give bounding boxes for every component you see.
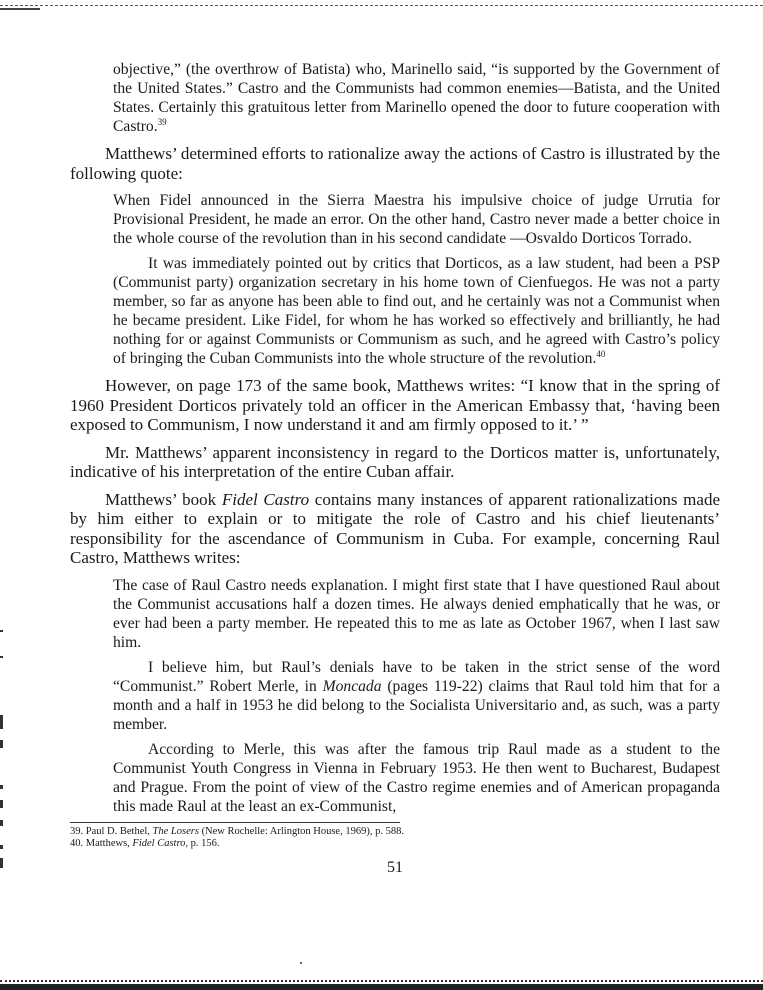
margin-mark: [0, 845, 3, 849]
margin-mark: [0, 800, 3, 808]
block-quote-urrutia: When Fidel announced in the Sierra Maestra his impulsive choice of judge Urrutia for Provisional President, he made an error. On the other hand, Castro never made a better choice in the whole course of the revolution than in his second candidate —Osvaldo Dorticos Torrado.: [113, 192, 720, 247]
block-quote-marinello: [113, 60, 720, 136]
margin-mark: [0, 630, 3, 632]
page-body: [70, 60, 720, 877]
margin-mark: [0, 656, 3, 658]
footnote-rule: [70, 822, 400, 823]
paragraph-rationalize: Matthews’ determined efforts to rationalize away the actions of Castro is illustrated by the following quote:: [70, 144, 720, 183]
footnote-40: [70, 838, 720, 850]
book-title: Fidel Castro: [221, 489, 310, 509]
paragraph-inconsistency: Mr. Matthews’ apparent inconsistency in regard to the Dorticos matter is, unfortunately, indicative of his interpretation of the entire Cuban affair.: [70, 442, 720, 481]
text-run: (pages 119-22) claims that Raul told him that for a month and a half in 1953 he did belong to the Socialista Universitario and, as such, was a party member.: [113, 677, 720, 733]
text-run: Matthews’ book: [105, 489, 222, 509]
block-quote-merle: [113, 658, 720, 734]
footnote-text: (New Rochelle: Arlington House, 1969), p. 588.: [198, 825, 404, 837]
text-run: I believe him, but Raul’s denials have to be taken in the strict sense of the word “Communist.” Robert Merle, in: [113, 658, 720, 695]
footnote-text: p. 156.: [188, 837, 220, 849]
block-quote-vienna: According to Merle, this was after the famous trip Raul made as a student to the Communist Youth Congress in Vienna in February 1953. He then went to Bucharest, Budapest and Prague. From the point of view of the Castro regime enemies and of American propaganda this made Raul at the least an ex-Communist,: [113, 740, 720, 815]
quote-text: It was immediately pointed out by critics that Dorticos, as a law student, had been a PSP (Communist party) organization secretary in his home town of Cienfuegos. He was not a party member, so far as anyone has been able to find out, and he certainly was not a Communist when he became president. Like Fidel, for whom he has worked so effectively and brilliantly, he had nothing for or against Communists or Communism as such, and he agreed with Castro’s policy of bringing the Cuban Communists into the whole structure of the revolution.: [113, 255, 720, 367]
page-number: 51: [387, 858, 403, 876]
block-quote-raul: The case of Raul Castro needs explanation. I might first state that I have questioned Raul about the Communist accusations half a dozen times. He always denied emphatically that he was, or ever had been a party member. He repeated this to me as late as October 1967, when I last saw him.: [113, 576, 720, 651]
margin-mark: [0, 785, 3, 789]
text-run: contains many instances of apparent rationalizations made by him either to explain or to mitigate the role of Castro and his chief lieutenants’ responsibility for the ascendance of Communism in Cuba. For example, concerning Raul Castro, Matthews writes:: [70, 489, 721, 567]
margin-mark: [0, 715, 3, 729]
paragraph-book: [70, 490, 720, 568]
quote-text: objective,” (the overthrow of Batista) who, Marinello said, “is supported by the Government of the United States.” Castro and the Communists had common enemies—Batista, and the United States. Certainly this gratuitous letter from Marinello opened the door to future cooperation with Castro.: [113, 61, 720, 135]
footnote-39: [70, 826, 720, 838]
bottom-border: [0, 980, 763, 982]
paragraph-page173: However, on page 173 of the same book, Matthews writes: “I know that in the spring of 1960 President Dorticos privately told an officer in the American Embassy that, ‘having been exposed to Communism, I now understand it and am firmly opposed to it.’ ”: [70, 376, 720, 434]
block-quote-dorticos: [113, 254, 720, 368]
footnote-ref: 40: [596, 349, 606, 359]
footnote-title: The Losers: [152, 825, 199, 837]
top-border-mark: [0, 8, 40, 10]
top-border: [0, 5, 763, 6]
margin-mark: [0, 820, 3, 826]
footnote-ref: 39: [157, 117, 167, 127]
book-title: Moncada: [322, 677, 382, 695]
speck: [300, 962, 302, 964]
margin-mark: [0, 740, 3, 748]
margin-mark: [0, 858, 3, 868]
bottom-bar: [0, 984, 763, 990]
footnote-text: 39. Paul D. Bethel,: [70, 825, 153, 837]
footnote-title: Fidel Castro,: [132, 837, 189, 849]
footnote-text: 40. Matthews,: [70, 837, 133, 849]
